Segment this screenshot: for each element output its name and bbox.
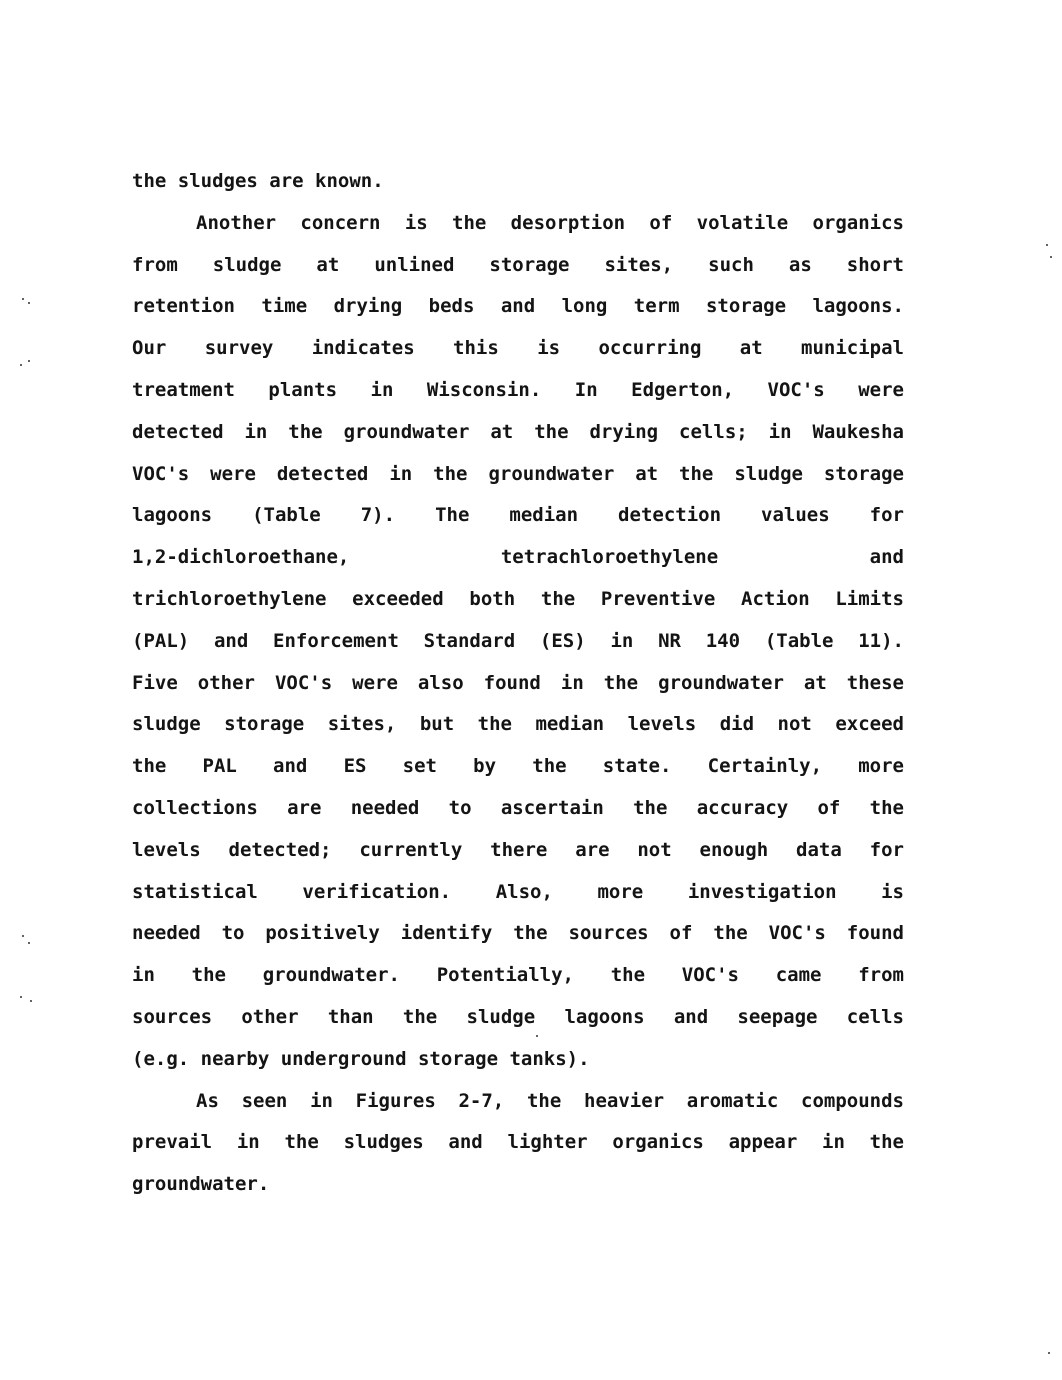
scan-speck (536, 1035, 538, 1037)
text-line: the PAL and ES set by the state. Certainly, more (132, 755, 904, 778)
body-text (132, 161, 904, 1206)
scan-speck (1048, 1352, 1050, 1354)
text-line: (PAL) and Enforcement Standard (ES) in NR 140 (Table 11). (132, 629, 904, 652)
text-line: treatment plants in Wisconsin. In Edgerton, VOC's were (132, 378, 904, 401)
text-line: statistical verification. Also, more investigation is (132, 880, 904, 903)
text-line: from sludge at unlined storage sites, such as short (132, 253, 904, 276)
text-line: levels detected; currently there are not enough data for (132, 838, 904, 861)
scan-speck (20, 364, 22, 366)
scan-speck (28, 942, 30, 944)
scan-speck (22, 935, 24, 937)
text-line: Our survey indicates this is occurring at municipal (132, 337, 904, 360)
text-line: VOC's were detected in the groundwater at the sludge storage (132, 462, 904, 485)
text-line: (e.g. nearby underground storage tanks). (132, 1047, 590, 1070)
text-line: prevail in the sludges and lighter organics appear in the (132, 1131, 904, 1154)
scan-speck (28, 360, 30, 362)
text-line: groundwater. (132, 1173, 270, 1196)
scan-speck (28, 302, 30, 304)
text-line: As seen in Figures 2-7, the heavier aromatic compounds (196, 1089, 904, 1112)
text-line: collections are needed to ascertain the accuracy of the (132, 796, 904, 819)
text-line: Five other VOC's were also found in the groundwater at these (132, 671, 904, 694)
text-line: Another concern is the desorption of volatile organics (196, 211, 904, 234)
text-line: 1,2-dichloroethane, tetrachloroethylene and (132, 546, 904, 569)
text-line: retention time drying beds and long term storage lagoons. (132, 295, 904, 318)
text-line: detected in the groundwater at the drying cells; in Waukesha (132, 420, 904, 443)
scan-speck (30, 1000, 32, 1002)
scan-speck (1050, 256, 1052, 258)
text-line: lagoons (Table 7). The median detection values for (132, 504, 904, 527)
scan-speck (20, 996, 22, 998)
text-line: the sludges are known. (132, 170, 384, 192)
text-line: trichloroethylene exceeded both the Preventive Action Limits (132, 587, 904, 610)
text-line: sludge storage sites, but the median levels did not exceed (132, 713, 904, 736)
text-line: sources other than the sludge lagoons and seepage cells (132, 1005, 904, 1028)
scan-speck (22, 298, 24, 300)
scan-speck (1046, 244, 1048, 246)
text-line: in the groundwater. Potentially, the VOC's came from (132, 964, 904, 987)
text-line: needed to positively identify the sources of the VOC's found (132, 922, 904, 945)
